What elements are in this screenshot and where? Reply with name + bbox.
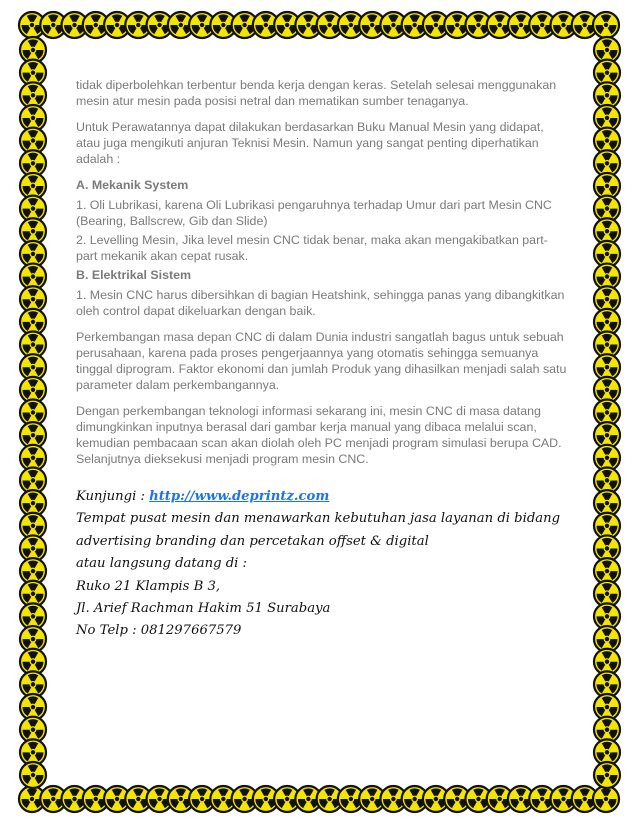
border-bottom xyxy=(0,784,638,814)
contact-line: atau langsung datang di : xyxy=(76,556,247,572)
contact-line: advertising branding dan percetakan offset & digital xyxy=(76,533,429,549)
list-item: 2. Levelling Mesin, Jika level mesin CNC tidak benar, maka akan mengakibatkan part-part mekanik akan cepat rusak. xyxy=(76,233,548,263)
section-heading-mekanik: A. Mekanik System xyxy=(76,178,189,192)
paragraph: Dengan perkembangan teknologi informasi sekarang ini, mesin CNC di masa datang dimungkinkan inputnya berasal dari gambar kerja manual yang dibaca melalui scan, kemudian pembacaan scan akan diolah oleh PC menjadi program simulasi berupa CAD. Selanjutnya dieksekusi menjadi program mesin CNC. xyxy=(76,404,562,466)
border-top xyxy=(0,10,638,40)
radiation-icon xyxy=(20,762,46,788)
visit-label: Kunjungi : xyxy=(76,489,150,504)
section-heading-elektrikal: B. Elektrikal Sistem xyxy=(76,268,192,282)
list-item: 1. Mesin CNC harus dibersihkan di bagian Heatshink, sehingga panas yang dibangkitkan oleh control dapat dikeluarkan dengan baik. xyxy=(76,288,565,318)
contact-line: Tempat pusat mesin dan menawarkan kebutuhan jasa layanan di bidang xyxy=(76,511,561,527)
contact-line: Ruko 21 Klampis B 3, xyxy=(76,578,221,594)
visit-line xyxy=(76,486,576,508)
border-right xyxy=(592,0,622,826)
contact-block xyxy=(76,486,576,643)
paragraph: Untuk Perawatannya dapat dilakukan berdasarkan Buku Manual Mesin yang didapat, atau juga mengikuti anjuran Teknisi Mesin. Namun yang sangat penting diperhatikan adalah : xyxy=(76,120,544,166)
border-left xyxy=(18,0,48,826)
contact-line: No Telp : 081297667579 xyxy=(76,623,242,639)
radiation-icon xyxy=(594,762,620,788)
contact-line: Jl. Arief Rachman Hakim 51 Surabaya xyxy=(76,600,331,616)
paragraph: tidak diperbolehkan terbentur benda kerja dengan keras. Setelah selesai menggunakan mesin atur mesin pada posisi netral dan mematikan sumber tenaganya. xyxy=(76,78,557,108)
paragraph: Perkembangan masa depan CNC di dalam Dunia industri sangatlah bagus untuk sebuah perusahaan, karena pada proses pengerjaannya yang otomatis sehingga semuanya tinggal diprogram. Faktor ekonomi dan jumlah Produk yang dihasilkan menjadi salah satu parameter dalam perkembangannya. xyxy=(76,330,567,392)
list-item: 1. Oli Lubrikasi, karena Oli Lubrikasi pengaruhnya terhadap Umur dari part Mesin CNC (Bearing, Ballscrew, Gib dan Slide) xyxy=(76,198,552,228)
website-link[interactable]: http://www.deprintz.com xyxy=(149,489,330,504)
document-body xyxy=(76,77,568,477)
